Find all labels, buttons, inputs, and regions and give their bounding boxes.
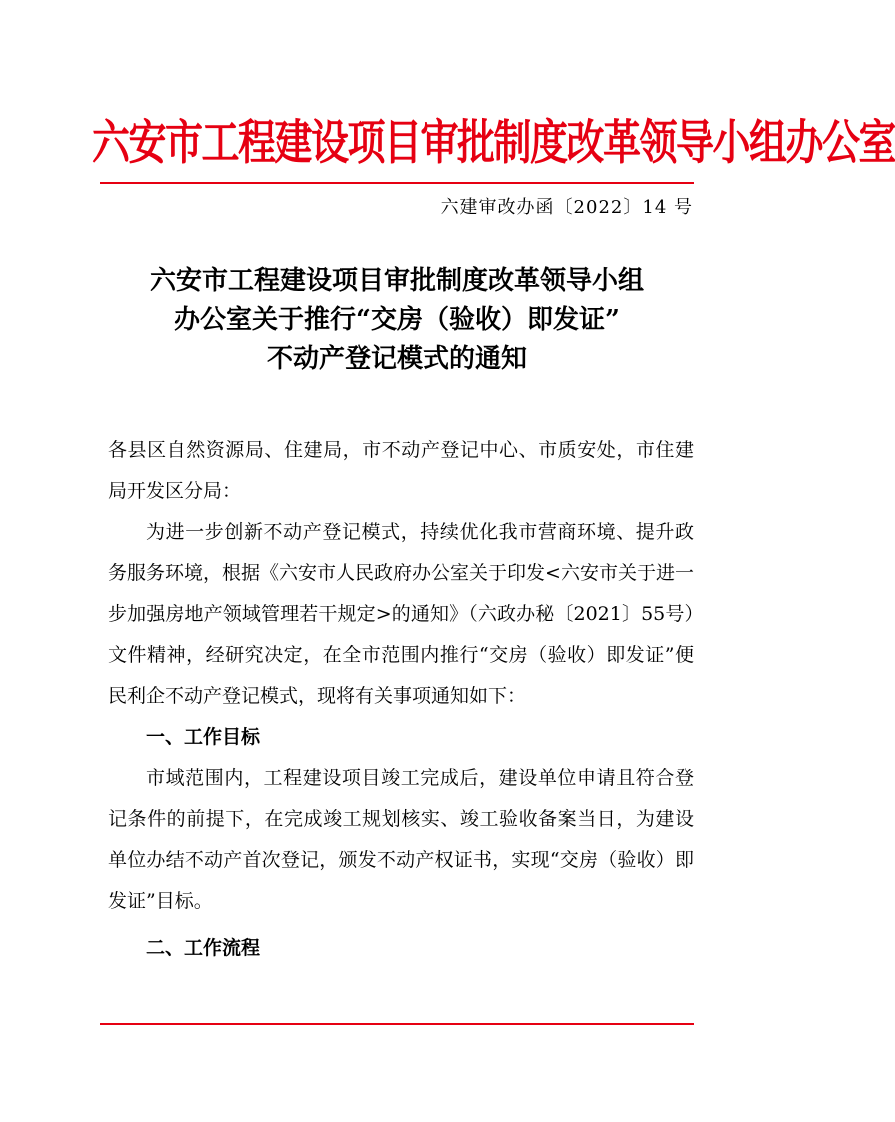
section-1-paragraph: 市域范围内，工程建设项目竣工完成后，建设单位申请且符合登记条件的前提下，在完成竣工规划核实、竣工验收备案当日，为建设单位办结不动产首次登记，颁发不动产权证书，实现“交房（验收）即发证”目标。 (108, 767, 694, 912)
title-line-1: 六安市工程建设项目审批制度改革领导小组 (149, 266, 644, 296)
addressee-paragraph: 各县区自然资源局、住建局，市不动产登记中心、市质安处，市住建局开发区分局： (108, 439, 694, 502)
letterhead-red-rule (100, 182, 694, 184)
footer-red-rule (100, 1023, 694, 1025)
intro-paragraph: 为进一步创新不动产登记模式，持续优化我市营商环境、提升政务服务环境，根据《六安市人民政府办公室关于印发<六安市关于进一步加强房地产领域管理若干规定>的通知》（六政办秘〔2021〕55号）文件精神，经研究决定，在全市范围内推行“交房（验收）即发证”便民利企不动产登记模式，现将有关事项通知如下： (108, 521, 694, 707)
document-number: 六建审改办函〔2022〕14 号 (440, 197, 693, 218)
section-1-heading: 一、工作目标 (146, 726, 261, 748)
letterhead-organization: 六安市工程建设项目审批制度改革领导小组办公室 (92, 113, 895, 170)
title-line-2: 办公室关于推行“交房（验收）即发证” (174, 305, 620, 335)
section-2-heading: 二、工作流程 (146, 937, 261, 959)
title-line-3: 不动产登记模式的通知 (266, 344, 527, 374)
document-body (108, 430, 694, 969)
document-title (92, 262, 702, 379)
